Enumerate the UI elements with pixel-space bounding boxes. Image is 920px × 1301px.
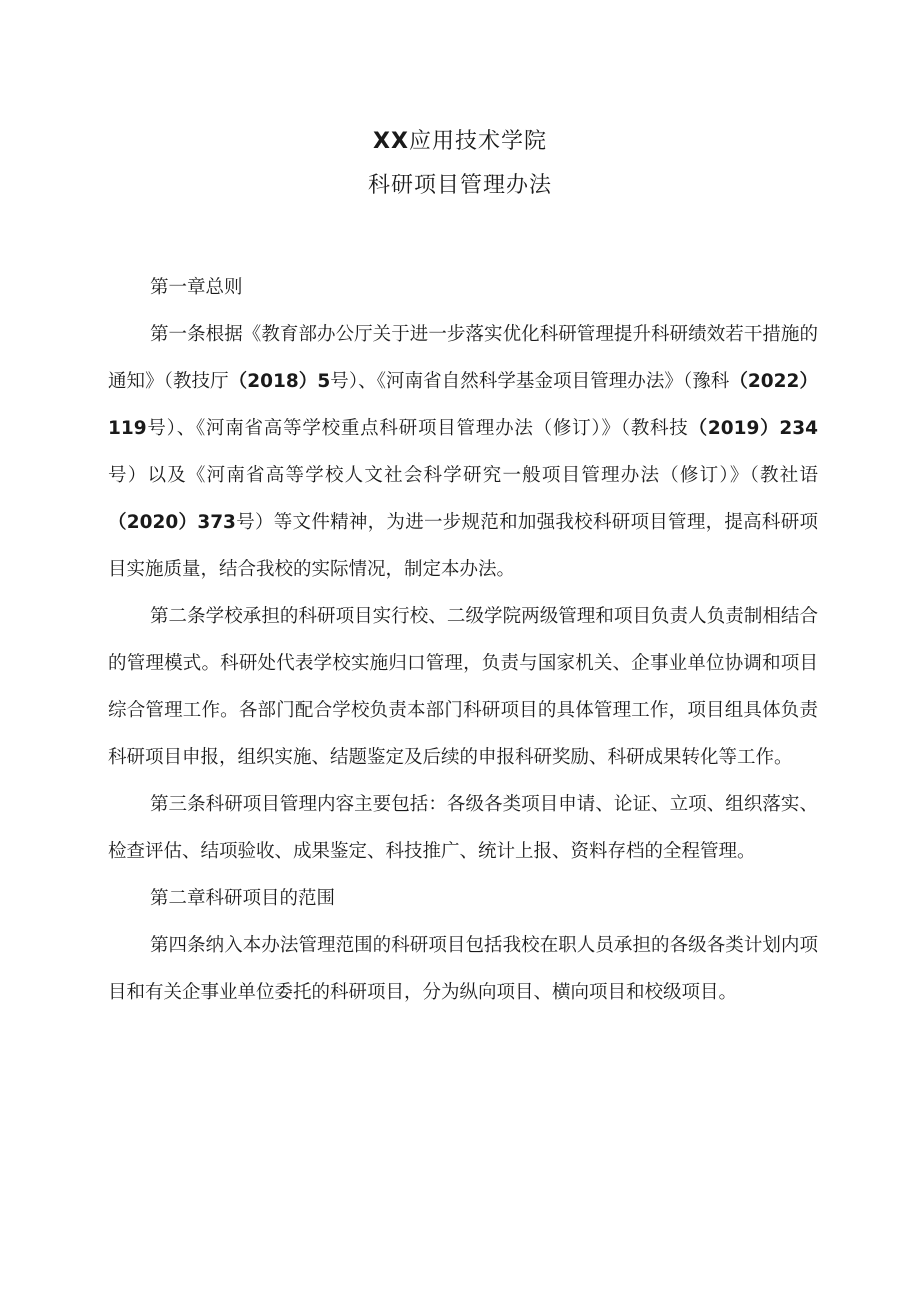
chapter-2-heading: 第二章科研项目的范围: [150, 888, 336, 909]
chapter-1-heading: 第一章总则: [150, 277, 243, 298]
article-3: 第三条科研项目管理内容主要包括：各级各类项目申请、论证、立项、组织落实、检查评估、结项验收、成果鉴定、科技推广、统计上报、资料存档的全程管理。: [108, 794, 818, 862]
article-1-text-4: 号）以及《河南省高等学校人文社会科学研究一般项目管理办法（修订）》（教社语: [108, 465, 818, 486]
article-1-text-2: 号）、《河南省自然科学基金项目管理办法》（豫科: [330, 371, 730, 392]
article-1-text-1: 第一条根据《教育部办公厅关于进一步落实优化科研管理提升科研绩效若干措施的通知》（教技厅: [108, 324, 818, 392]
article-1-ref-4: （2020）373: [108, 512, 236, 533]
title-subject: 科研项目管理办法: [367, 173, 552, 198]
article-4: 第四条纳入本办法管理范围的科研项目包括我校在职人员承担的各级各类计划内项目和有关企事业单位委托的科研项目，分为纵向项目、横向项目和校级项目。: [108, 935, 818, 1003]
title-institution: [0, 120, 920, 164]
article-1-ref-2: （2022）119: [108, 371, 818, 439]
title-prefix: XX: [373, 129, 409, 154]
article-2: 第二条学校承担的科研项目实行校、二级学院两级管理和项目负责人负责制相结合的管理模式。科研处代表学校实施归口管理，负责与国家机关、企事业单位协调和项目综合管理工作。各部门配合学校负责本部门科研项目的具体管理工作，项目组具体负责科研项目申报，组织实施、结题鉴定及后续的申报科研奖励、科研成果转化等工作。: [108, 606, 818, 768]
article-1-ref-3: （2019）234: [688, 418, 818, 439]
article-1-text-3: 号）、《河南省高等学校重点科研项目管理办法（修订）》（教科技: [146, 418, 689, 439]
article-1-text-5: 号）等文件精神，为进一步规范和加强我校科研项目管理，提高科研项目实施质量，结合我校的实际情况，制定本办法。: [108, 512, 818, 580]
document-body: [108, 264, 818, 1016]
article-1-ref-1: （2018）5: [228, 371, 331, 392]
article-1: [108, 311, 818, 593]
title-institution-name: 应用技术学院: [408, 129, 547, 154]
document-title: [0, 120, 920, 208]
